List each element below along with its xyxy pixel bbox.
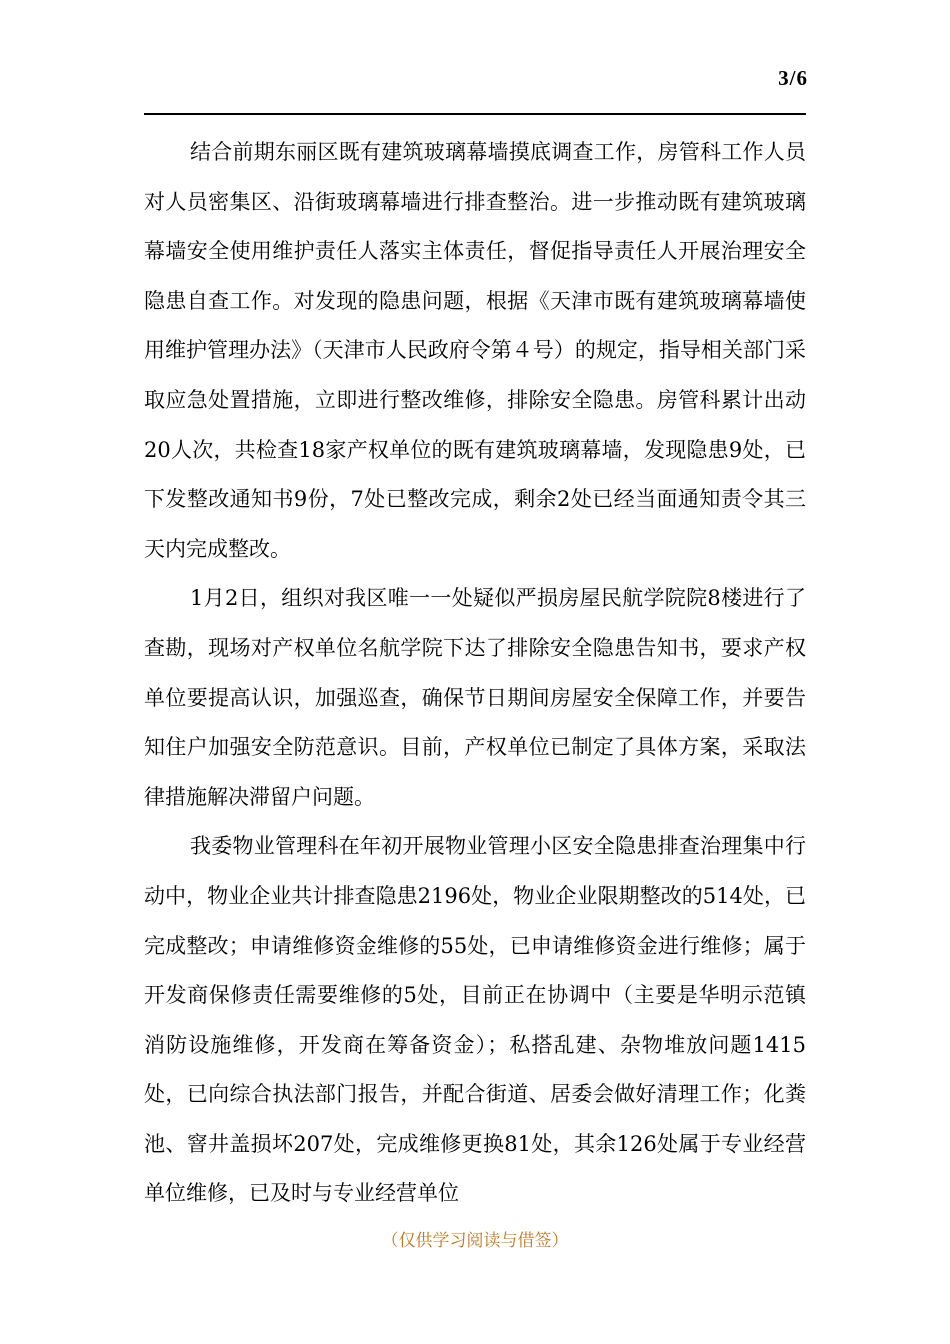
page-number: 3/6 xyxy=(778,66,808,90)
paragraph-property-management: 我委物业管理科在年初开展物业管理小区安全隐患排查治理集中行动中，物业企业共计排查隐患2196处，物业企业限期整改的514处，已完成整改；申请维修资金维修的55处，已申请维修资金进行维修；属于开发商保修责任需要维修的5处，目前正在协调中（主要是华明示范镇消防设施维修，开发商在筹备资金）；私搭乱建、杂物堆放问题1415处，已向综合执法部门报告，并配合街道、居委会做好清理工作；化粪池、窨井盖损坏207处，完成维修更换81处，其余126处属于专业经营单位维修，已及时与专业经营单位 xyxy=(144,834,806,1206)
paragraph-glass-curtain-wall: 结合前期东丽区既有建筑玻璃幕墙摸底调查工作，房管科工作人员对人员密集区、沿街玻璃幕墙进行排查整治。进一步推动既有建筑玻璃幕墙安全使用维护责任人落实主体责任，督促指导责任人开展治理安全隐患自查工作。对发现的隐患问题，根据《天津市既有建筑玻璃幕墙使用维护管理办法》（天津市人民政府令第４号）的规定，指导相关部门采取应急处置措施，立即进行整改维修，排除安全隐患。房管科累计出动20人次，共检查18家产权单位的既有建筑玻璃幕墙，发现隐患9处，已下发整改通知书9份，7处已整改完成，剩余2处已经当面通知责令其三天内完成整改。 xyxy=(144,140,806,561)
header-divider xyxy=(144,113,806,115)
document-body xyxy=(144,128,806,1219)
footer-note: （仅供学习阅读与借签） xyxy=(381,1231,569,1251)
paragraph-house-inspection: 1月2日，组织对我区唯一一处疑似严损房屋民航学院院8楼进行了查勘，现场对产权单位名航学院下达了排除安全隐患告知书，要求产权单位要提高认识，加强巡查，确保节日期间房屋安全保障工作，并要告知住户加强安全防范意识。目前，产权单位已制定了具体方案，采取法律措施解决滞留户问题。 xyxy=(144,586,806,809)
